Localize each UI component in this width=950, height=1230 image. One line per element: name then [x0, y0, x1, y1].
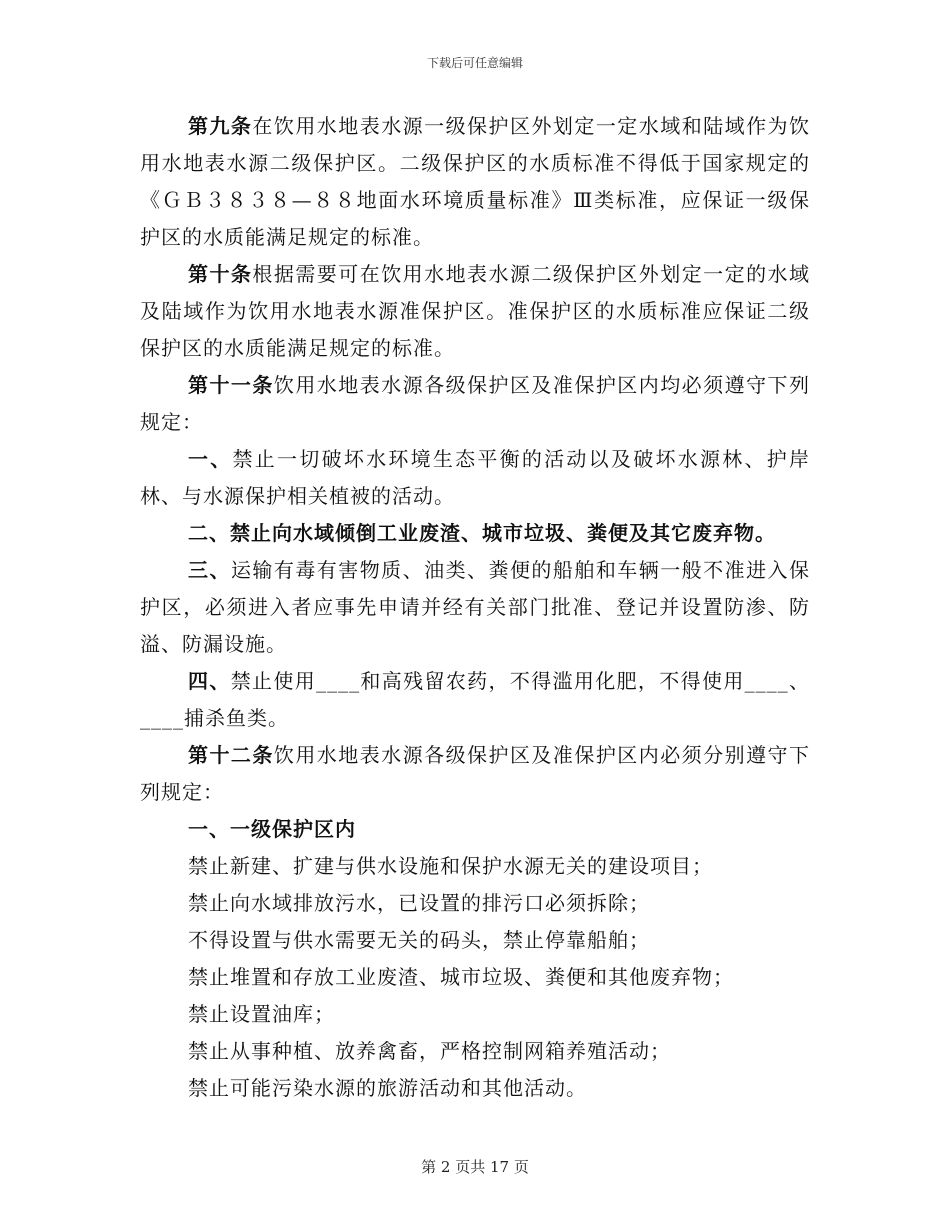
item-3-text: 运输有毒有害物质、油类、粪便的船舶和车辆一般不准进入保护区，必须进入者应事先申请并经有关部门批准、登记并设置防渗、防溢、防漏设施。 [140, 558, 811, 656]
article-10-label: 第十条 [188, 262, 253, 286]
page-footer: 第 2 页共 17 页 [421, 1158, 529, 1176]
article-11-label: 第十一条 [188, 373, 274, 397]
rule-item: 禁止设置油库； [188, 1002, 335, 1026]
article-11-item-1 [140, 441, 810, 515]
article-11-item-3 [140, 552, 810, 663]
rule-item: 禁止可能污染水源的旅游活动和其他活动。 [188, 1076, 587, 1100]
rule-item: 禁止新建、扩建与供水设施和保护水源无关的建设项目； [188, 854, 713, 878]
document-body [140, 108, 810, 1107]
article-11-item-4 [140, 663, 810, 737]
article-9-label: 第九条 [188, 114, 253, 138]
article-11 [140, 367, 810, 441]
article-9-text: 在饮用水地表水源一级保护区外划定一定水域和陆域作为饮用水地表水源二级保护区。二级保护区的水质标准不得低于国家规定的《ＧＢ３８３８—８８地面水环境质量标准》Ⅲ类标准，应保证一级保护区的水质能满足规定的标准。 [140, 114, 811, 249]
rule-item: 禁止堆置和存放工业废渣、城市垃圾、粪便和其他废弃物； [188, 965, 734, 989]
page-header: 下载后可任意编辑 [426, 56, 523, 70]
article-12-label: 第十二条 [188, 743, 274, 767]
item-4-text: 禁止使用____和高残留农药，不得滥用化肥，不得使用____、____捕杀鱼类。 [140, 669, 811, 730]
article-9 [140, 108, 810, 256]
article-12-text: 饮用水地表水源各级保护区及准保护区内必须分别遵守下列规定： [140, 743, 811, 804]
article-10-text: 根据需要可在饮用水地表水源二级保护区外划定一定的水域及陆域作为饮用水地表水源准保护区。准保护区的水质标准应保证二级保护区的水质能满足规定的标准。 [140, 262, 811, 360]
article-12 [140, 737, 810, 811]
item-4-label: 四、 [188, 669, 231, 693]
rule-item: 不得设置与供水需要无关的码头，禁止停靠船舶； [188, 928, 650, 952]
article-11-text: 饮用水地表水源各级保护区及准保护区内均必须遵守下列规定： [140, 373, 811, 434]
item-3-label: 三、 [188, 558, 231, 582]
item-1-text: 禁止一切破坏水环境生态平衡的活动以及破坏水源林、护岸林、与水源保护相关植被的活动。 [140, 447, 811, 508]
section-heading: 一、一级保护区内 [188, 817, 356, 841]
article-10 [140, 256, 810, 367]
rule-item: 禁止从事种植、放养禽畜，严格控制网箱养殖活动； [188, 1039, 671, 1063]
item-1-label: 一、 [188, 447, 233, 471]
rule-item: 禁止向水域排放污水，已设置的排污口必须拆除； [188, 891, 650, 915]
article-11-item-2: 二、禁止向水域倾倒工业废渣、城市垃圾、粪便及其它废弃物。 [188, 521, 776, 545]
